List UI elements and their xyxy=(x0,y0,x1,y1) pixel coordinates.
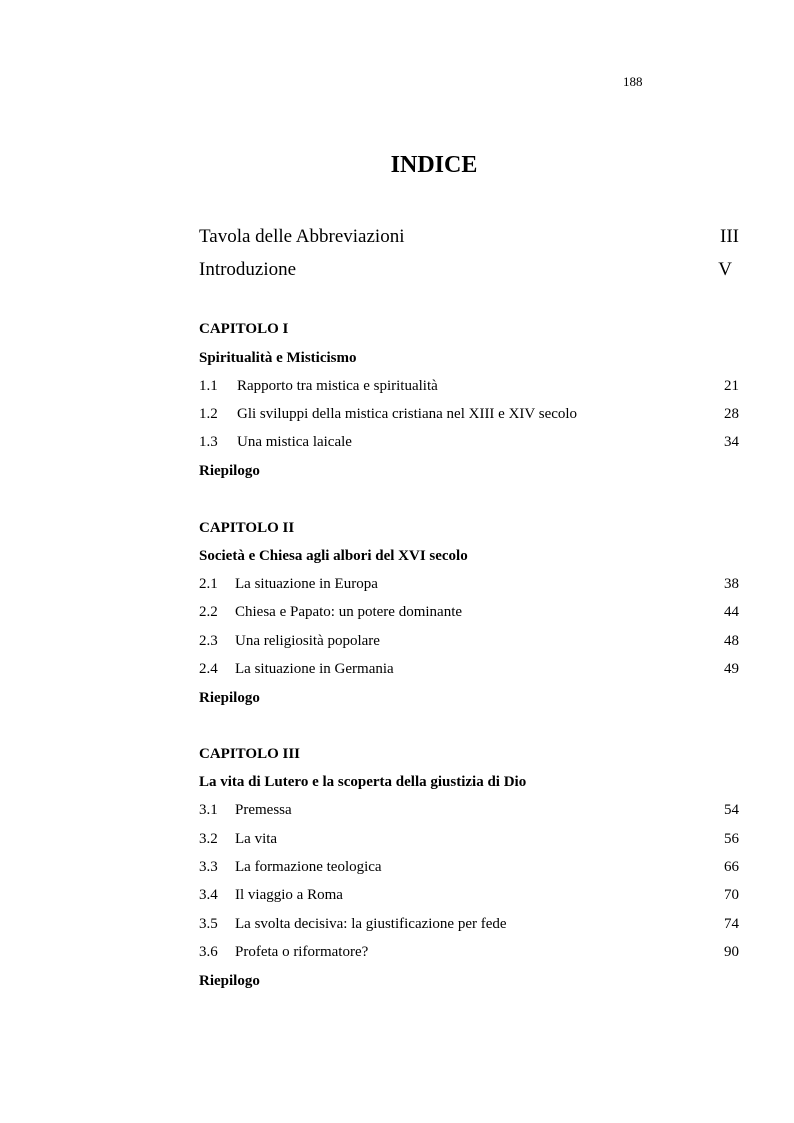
chapter-summary[interactable]: Riepilogo xyxy=(199,463,260,479)
toc-entry-label: La situazione in Europa xyxy=(235,576,378,592)
toc-entry-page: 49 xyxy=(724,661,739,677)
toc-entry-page: 38 xyxy=(724,576,739,592)
toc-entry-label: Tavola delle Abbreviazioni xyxy=(199,226,405,247)
chapter-summary[interactable]: Riepilogo xyxy=(199,690,260,706)
toc-entry-label: La situazione in Germania xyxy=(235,661,394,677)
toc-entry-page: 56 xyxy=(724,831,739,847)
toc-entry-number: 2.3 xyxy=(199,633,218,649)
toc-entry-number: 3.2 xyxy=(199,831,218,847)
toc-entry-number: 2.4 xyxy=(199,661,218,677)
toc-entry-number: 2.1 xyxy=(199,576,218,592)
toc-entry-number: 3.4 xyxy=(199,887,218,903)
toc-entry-label: Introduzione xyxy=(199,259,297,280)
toc-entry-label: La formazione teologica xyxy=(235,859,382,875)
chapter-subtitle: Spiritualità e Misticismo xyxy=(199,350,357,366)
toc-entry-label: Premessa xyxy=(235,802,292,818)
toc-entry-page: 54 xyxy=(724,802,739,818)
chapter-subtitle: Società e Chiesa agli albori del XVI secolo xyxy=(199,548,468,564)
toc-entry-number: 2.2 xyxy=(199,604,218,620)
chapter-heading: CAPITOLO III xyxy=(199,746,301,762)
chapter-subtitle: La vita di Lutero e la scoperta della giustizia di Dio xyxy=(199,774,527,790)
toc-entry-page: 90 xyxy=(724,944,739,960)
toc-entry-label: Gli sviluppi della mistica cristiana nel XIII e XIV secolo xyxy=(237,406,578,422)
toc-entry-label: Una religiosità popolare xyxy=(235,633,380,649)
toc-entry-page: 74 xyxy=(724,916,739,932)
page-title: INDICE xyxy=(390,152,478,178)
toc-entry-label: Profeta o riformatore? xyxy=(235,944,369,960)
toc-entry-number: 1.2 xyxy=(199,406,218,422)
toc-entry-page: III xyxy=(720,226,739,247)
toc-entry-label: La vita xyxy=(235,831,278,847)
toc-entry-page: 34 xyxy=(724,434,739,450)
toc-entry-page: 66 xyxy=(724,859,739,875)
toc-entry-label: La svolta decisiva: la giustificazione per fede xyxy=(235,916,507,932)
toc-entry-page: 44 xyxy=(724,604,739,620)
toc-entry-label: Chiesa e Papato: un potere dominante xyxy=(235,604,463,620)
toc-entry-page: V xyxy=(718,259,732,280)
toc-entry-page: 48 xyxy=(724,633,739,649)
toc-entry-label: Rapporto tra mistica e spiritualità xyxy=(237,378,438,394)
toc-entry-number: 3.1 xyxy=(199,802,218,818)
toc-entry-number: 1.1 xyxy=(199,378,218,394)
chapter-summary[interactable]: Riepilogo xyxy=(199,973,260,989)
toc-entry-number: 3.6 xyxy=(199,944,218,960)
chapter-heading: CAPITOLO II xyxy=(199,520,295,536)
toc-entry-number: 3.3 xyxy=(199,859,218,875)
toc-entry-label: Una mistica laicale xyxy=(237,434,352,450)
toc-entry-page: 70 xyxy=(724,887,739,903)
chapter-heading: CAPITOLO I xyxy=(199,321,289,337)
toc-entry-number: 3.5 xyxy=(199,916,218,932)
page-number: 188 xyxy=(623,74,643,89)
toc-entry-page: 21 xyxy=(724,378,739,394)
toc-entry-page: 28 xyxy=(724,406,739,422)
toc-entry-label: Il viaggio a Roma xyxy=(235,887,343,903)
toc-entry-number: 1.3 xyxy=(199,434,218,450)
